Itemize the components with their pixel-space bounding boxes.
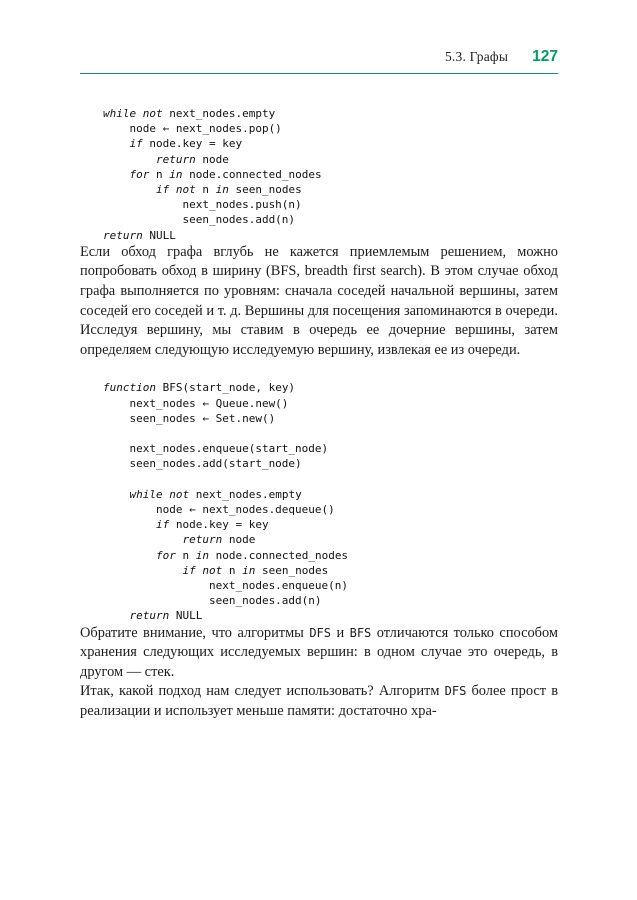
code-text: next_nodes.enqueue(start_node) bbox=[103, 442, 329, 456]
code-keyword: if bbox=[182, 563, 196, 577]
code-text: seen_nodes.add(n) bbox=[103, 213, 296, 227]
code-line bbox=[103, 182, 558, 197]
code-line bbox=[103, 212, 558, 227]
code-line bbox=[103, 517, 558, 532]
code-keyword: in bbox=[215, 183, 229, 197]
code-text: n bbox=[175, 548, 196, 562]
code-text: next_nodes.push(n) bbox=[103, 198, 302, 212]
code-line bbox=[103, 426, 558, 441]
code-text bbox=[136, 107, 143, 120]
code-line bbox=[103, 152, 558, 167]
inline-code: BFS bbox=[349, 625, 372, 640]
code-line bbox=[103, 136, 558, 151]
code-keyword: in bbox=[195, 548, 209, 562]
code-keyword: not bbox=[142, 107, 163, 120]
code-line bbox=[103, 472, 558, 487]
code-text bbox=[103, 168, 130, 181]
code-keyword: if bbox=[155, 183, 170, 197]
code-text bbox=[103, 564, 182, 577]
code-text: NULL bbox=[142, 228, 176, 242]
code-line bbox=[103, 121, 558, 136]
section-title: 5.3. Графы bbox=[444, 49, 509, 64]
code-keyword: not bbox=[202, 563, 223, 577]
code-text: BFS(start_node, key) bbox=[155, 381, 296, 395]
paragraph-dfs-bfs-note bbox=[80, 624, 558, 683]
code-text bbox=[103, 137, 130, 150]
code-text: node bbox=[222, 533, 256, 547]
code-keyword: function bbox=[103, 381, 156, 395]
code-keyword: for bbox=[155, 548, 176, 562]
code-block-bfs bbox=[103, 380, 558, 623]
code-text bbox=[103, 153, 156, 166]
code-text: node.key = key bbox=[142, 137, 243, 151]
paragraph-bfs-intro: Если обход графа вглубь не кажется приемлемым решением, можно попробовать обход в ширину (BFS, breadth first search). В этом случае обход графа выполняется по уровням: сначала соседей начальной вершины, затем соседей его соседей и т. д. Вершины для посещения запоминаются в очереди. Исследуя вершину, мы ставим в очередь ее дочерние вершины, затем определяем следующую исследуемую вершину, извлекая ее из очереди. bbox=[80, 243, 558, 358]
code-line bbox=[103, 548, 558, 563]
code-text: seen_nodes.add(start_node) bbox=[103, 457, 302, 471]
code-text: next_nodes.empty bbox=[162, 107, 276, 120]
code-line bbox=[103, 532, 558, 547]
code-line bbox=[103, 487, 558, 502]
code-text bbox=[103, 609, 130, 622]
text-segment: Итак, какой подход нам следует использовать? Алгоритм bbox=[80, 683, 445, 700]
code-line bbox=[103, 502, 558, 517]
inline-code: DFS bbox=[309, 625, 331, 640]
code-text: next_nodes.enqueue(n) bbox=[103, 579, 349, 593]
code-line bbox=[103, 228, 558, 243]
text-segment: и bbox=[331, 624, 350, 641]
code-keyword: while bbox=[103, 107, 137, 120]
code-line bbox=[103, 578, 558, 593]
code-text: next_nodes.empty bbox=[189, 487, 302, 501]
code-keyword: while bbox=[129, 487, 163, 501]
code-line bbox=[103, 411, 558, 426]
text-segment: отличаются только способом хранения следующих исследуемых вершин: в одном случае это очередь, в другом — стек. bbox=[80, 624, 559, 680]
code-text: NULL bbox=[169, 609, 203, 623]
inline-code: DFS bbox=[444, 684, 467, 699]
code-text: seen_nodes bbox=[228, 183, 302, 197]
paragraph-which-approach bbox=[80, 682, 558, 721]
code-keyword: in bbox=[169, 167, 183, 181]
code-line bbox=[103, 456, 558, 471]
code-block-dfs-tail bbox=[103, 106, 558, 243]
code-keyword: if bbox=[155, 518, 170, 532]
code-keyword: if bbox=[129, 137, 143, 151]
code-text bbox=[103, 549, 156, 562]
page-header bbox=[80, 48, 558, 74]
code-line bbox=[103, 608, 558, 623]
code-keyword: return bbox=[182, 533, 223, 547]
code-text: node ← next_nodes.pop() bbox=[103, 122, 282, 136]
code-text bbox=[103, 488, 130, 501]
code-text bbox=[103, 533, 182, 546]
code-text: node.connected_nodes bbox=[182, 167, 322, 181]
text-segment: более прост в реализации и использует меньше памяти: достаточно хра- bbox=[80, 683, 559, 720]
page-number: 127 bbox=[532, 48, 558, 65]
code-line bbox=[103, 396, 558, 411]
code-keyword: not bbox=[169, 487, 190, 501]
code-line bbox=[103, 441, 558, 456]
code-text: seen_nodes bbox=[255, 563, 329, 577]
code-keyword: in bbox=[242, 563, 256, 577]
code-line bbox=[103, 197, 558, 212]
code-keyword: not bbox=[175, 183, 196, 197]
code-text bbox=[103, 518, 156, 531]
running-head bbox=[80, 48, 558, 66]
code-keyword: return bbox=[155, 152, 196, 166]
code-text: node bbox=[195, 152, 229, 166]
header-rule bbox=[80, 73, 558, 74]
code-text: node.connected_nodes bbox=[208, 548, 349, 562]
code-text bbox=[103, 183, 156, 196]
code-line bbox=[103, 167, 558, 182]
code-text bbox=[169, 183, 176, 196]
code-keyword: return bbox=[129, 609, 170, 623]
code-text: next_nodes ← Queue.new() bbox=[103, 396, 289, 410]
code-keyword: return bbox=[103, 228, 143, 242]
code-text: node.key = key bbox=[169, 518, 269, 532]
code-line bbox=[103, 380, 558, 395]
code-text: seen_nodes.add(n) bbox=[103, 594, 322, 608]
code-line bbox=[103, 106, 558, 121]
text-segment: Обратите внимание, что алгоритмы bbox=[80, 624, 310, 641]
code-text: n bbox=[149, 167, 170, 181]
code-line bbox=[103, 593, 558, 608]
code-text: n bbox=[222, 563, 243, 577]
code-text: n bbox=[195, 183, 216, 197]
code-text: node ← next_nodes.dequeue() bbox=[103, 503, 335, 517]
code-line bbox=[103, 563, 558, 578]
code-keyword: for bbox=[129, 167, 150, 181]
code-text: seen_nodes ← Set.new() bbox=[103, 411, 276, 425]
